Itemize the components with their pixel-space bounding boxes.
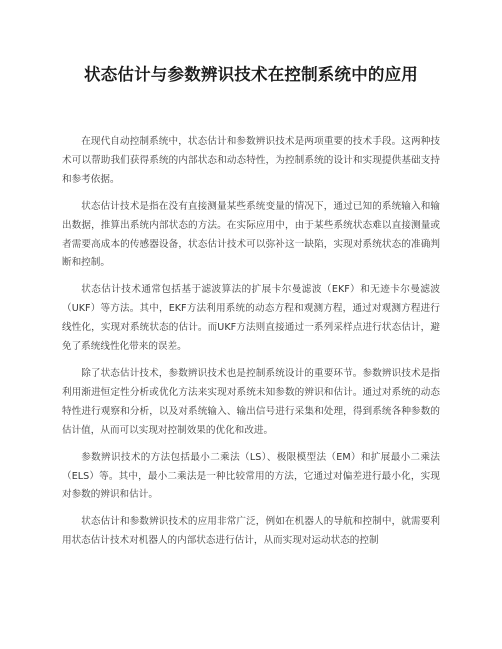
paragraph: 状态估计和参数辨识技术的应用非常广泛，例如在机器人的导航和控制中，就需要利用状态估计技术对机器人的内部状态进行估计，从而实现对运动状态的控制 [62, 516, 440, 547]
paragraph: 参数辨识技术的方法包括最小二乘法（LS）、极限模型法（EM）和扩展最小二乘法（ELS）等。其中，最小二乘法是一种比较常用的方法，它通过对偏差进行最小化，实现对参数的辨识和估计。 [62, 451, 440, 501]
paragraph: 在现代自动控制系统中，状态估计和参数辨识技术是两项重要的技术手段。这两种技术可以帮助我们获得系统的内部状态和动态特性，为控制系统的设计和实现提供基础支持和参考依据。 [62, 136, 440, 185]
paragraph: 状态估计技术是指在没有直接测量某些系统变量的情况下，通过已知的系统输入和输出数据，推算出系统内部状态的方法。在实际应用中，由于某些系统状态难以直接测量或者需要高成本的传感器设备，状态估计技术可以弥补这一缺陷，实现对系统状态的准确判断和控制。 [62, 200, 440, 269]
document-title: 状态估计与参数辨识技术在控制系统中的应用 [84, 65, 418, 84]
paragraph: 除了状态估计技术，参数辨识技术也是控制系统设计的重要环节。参数辨识技术是指利用渐进恒定性分析或优化方法来实现对系统未知参数的辨识和估计。通过对系统的动态特性进行观察和分析，以及对系统输入、输出信号进行采集和处理，得到系统各种参数的估计值，从而可以实现对控制效果的优化和改进。 [62, 367, 440, 436]
paragraph: 状态估计技术通常包括基于滤波算法的扩展卡尔曼滤波（EKF）和无迹卡尔曼滤波（UKF）等方法。其中，EKF方法利用系统的动态方程和观测方程，通过对观测方程进行线性化，实现对系统状态的估计。而UKF方法则直接通过一系列采样点进行状态估计，避免了系统线性化带来的误差。 [62, 284, 440, 353]
document-body [62, 133, 440, 559]
